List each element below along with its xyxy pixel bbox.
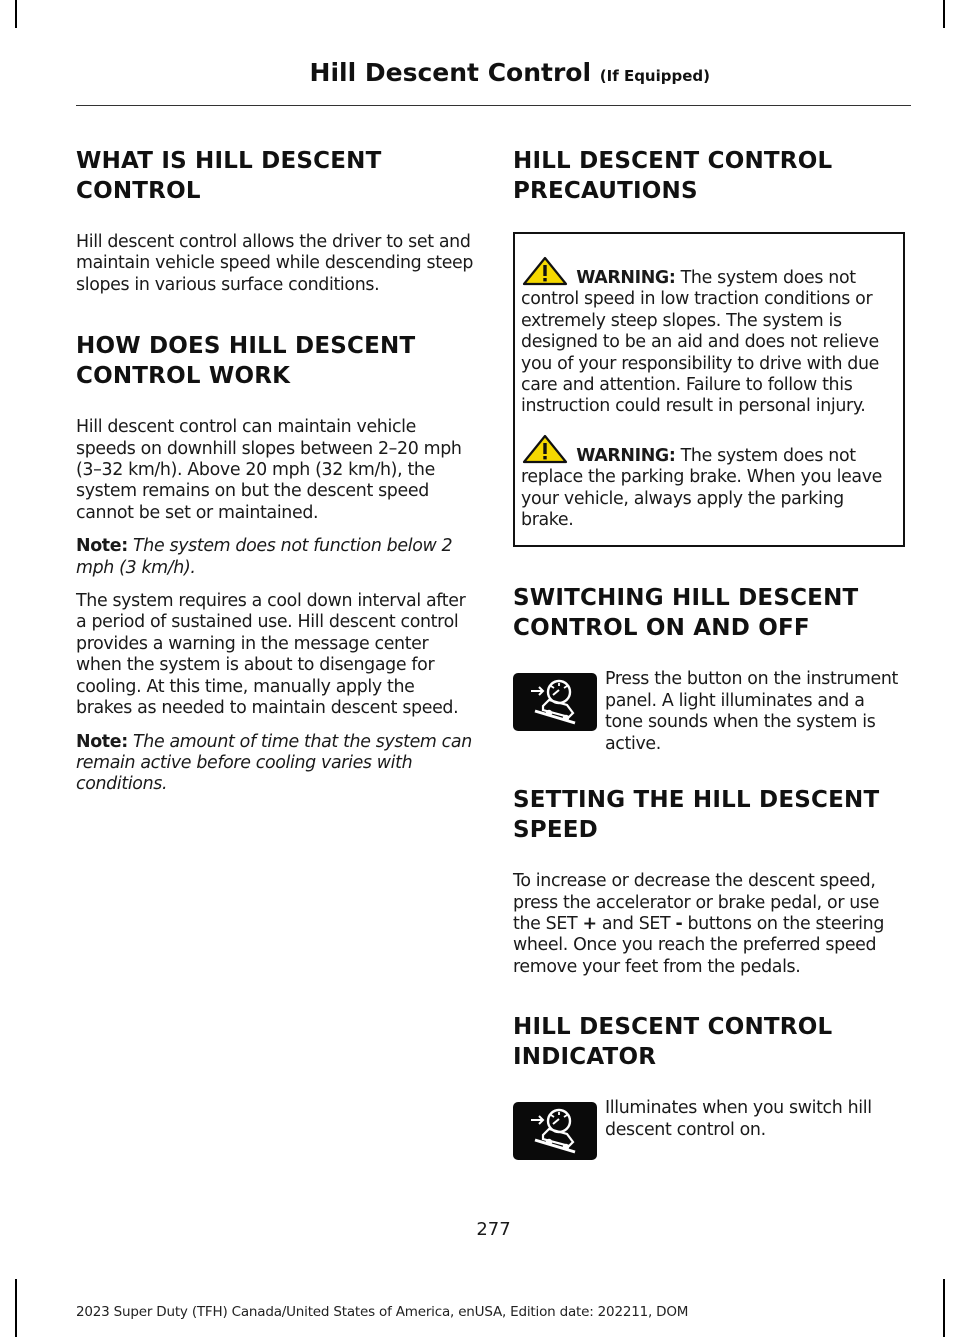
minus-symbol: - xyxy=(675,913,683,934)
body-paragraph: Hill descent control can maintain vehicle speeds on downhill slopes between 2–20 mph (3–32 km/h). Above 20 mph (32 km/h), the system remains on but the descent speed cannot be set or maintained. xyxy=(76,417,462,523)
section-heading-how-works xyxy=(76,331,474,391)
note-label: Note: xyxy=(76,536,128,557)
heading-line: CONTROL WORK xyxy=(76,363,291,390)
hill-descent-control-icon xyxy=(513,1102,597,1160)
heading-line: SETTING THE HILL DESCENT xyxy=(513,787,880,814)
warning-label: WARNING: xyxy=(576,445,676,466)
plus-symbol: + xyxy=(582,913,597,934)
right-column xyxy=(513,146,905,1164)
heading-line: SWITCHING HILL DESCENT xyxy=(513,585,859,612)
text-run: To increase or decrease the descent speed, press the accelerator or brake pedal, or use the SET xyxy=(513,871,880,934)
crop-mark xyxy=(943,0,945,28)
section-heading-precautions xyxy=(513,146,905,206)
note-text: The system does not function below 2 mph (3 km/h). xyxy=(76,536,453,578)
page-number: 277 xyxy=(476,1219,511,1240)
warning-text: The system does not control speed in low traction conditions or extremely steep slopes. The system is designed to be an aid and does not relieve you of your responsibility to drive with due care and attention. Failure to follow this instruction could result in personal injury. xyxy=(521,268,880,417)
hill-descent-control-icon xyxy=(513,673,597,731)
warning-triangle-icon xyxy=(521,256,571,286)
page-title-main: Hill Descent Control xyxy=(309,58,592,87)
header-divider xyxy=(76,105,911,106)
crop-mark xyxy=(15,1279,17,1337)
body-paragraph: Hill descent control allows the driver to set and maintain vehicle speed while descending steep slopes in various surface conditions. xyxy=(76,232,474,295)
warning-paragraph xyxy=(521,256,895,418)
section-heading-indicator xyxy=(513,1012,905,1072)
body-paragraph xyxy=(513,871,905,978)
note-label: Note: xyxy=(76,731,128,752)
text-run: and SET xyxy=(596,913,676,934)
left-column xyxy=(76,146,474,808)
body-paragraph: The system requires a cool down interval after a period of sustained use. Hill descent control provides a warning in the message center when the system is about to disengage for cooling. At this time, manually apply the brakes as needed to maintain descent speed. xyxy=(76,591,466,719)
heading-line: HILL DESCENT CONTROL xyxy=(513,148,833,174)
warning-box xyxy=(513,232,905,547)
text-run: buttons on the steering wheel. Once you reach the preferred speed remove your feet from the pedals. xyxy=(513,913,885,977)
crop-mark xyxy=(943,1279,945,1337)
warning-text: The system does not replace the parking brake. When you leave your vehicle, always apply the parking brake. xyxy=(521,445,883,531)
warning-label: WARNING: xyxy=(576,268,676,288)
heading-line: WHAT IS HILL DESCENT xyxy=(76,148,382,174)
page-title xyxy=(310,58,710,87)
heading-line: HILL DESCENT CONTROL xyxy=(513,1014,833,1041)
heading-line: PRECAUTIONS xyxy=(513,178,698,204)
heading-line: CONTROL xyxy=(76,178,201,204)
note-text: The amount of time that the system can remain active before cooling varies with conditions. xyxy=(76,731,472,795)
heading-line: HOW DOES HILL DESCENT xyxy=(76,333,416,360)
indicator-paragraph xyxy=(513,1098,905,1158)
heading-line: INDICATOR xyxy=(513,1044,657,1071)
warning-paragraph xyxy=(521,434,895,532)
section-heading-what-is xyxy=(76,146,474,206)
edition-footer: 2023 Super Duty (TFH) Canada/United States of America, enUSA, Edition date: 202211, DOM xyxy=(76,1304,689,1320)
page-title-subtitle: (If Equipped) xyxy=(599,67,710,85)
heading-line: SPEED xyxy=(513,817,598,844)
body-paragraph: Illuminates when you switch hill descent control on. xyxy=(605,1098,872,1140)
warning-triangle-icon xyxy=(521,434,571,464)
heading-line: CONTROL ON AND OFF xyxy=(513,615,810,642)
switching-paragraph xyxy=(513,669,905,755)
note-paragraph xyxy=(76,732,474,796)
crop-mark xyxy=(15,0,17,28)
body-paragraph: Press the button on the instrument panel. A light illuminates and a tone sounds when the system is active. xyxy=(605,669,898,754)
section-heading-switching xyxy=(513,583,905,643)
section-heading-setting-speed xyxy=(513,785,905,845)
note-paragraph xyxy=(76,536,474,579)
